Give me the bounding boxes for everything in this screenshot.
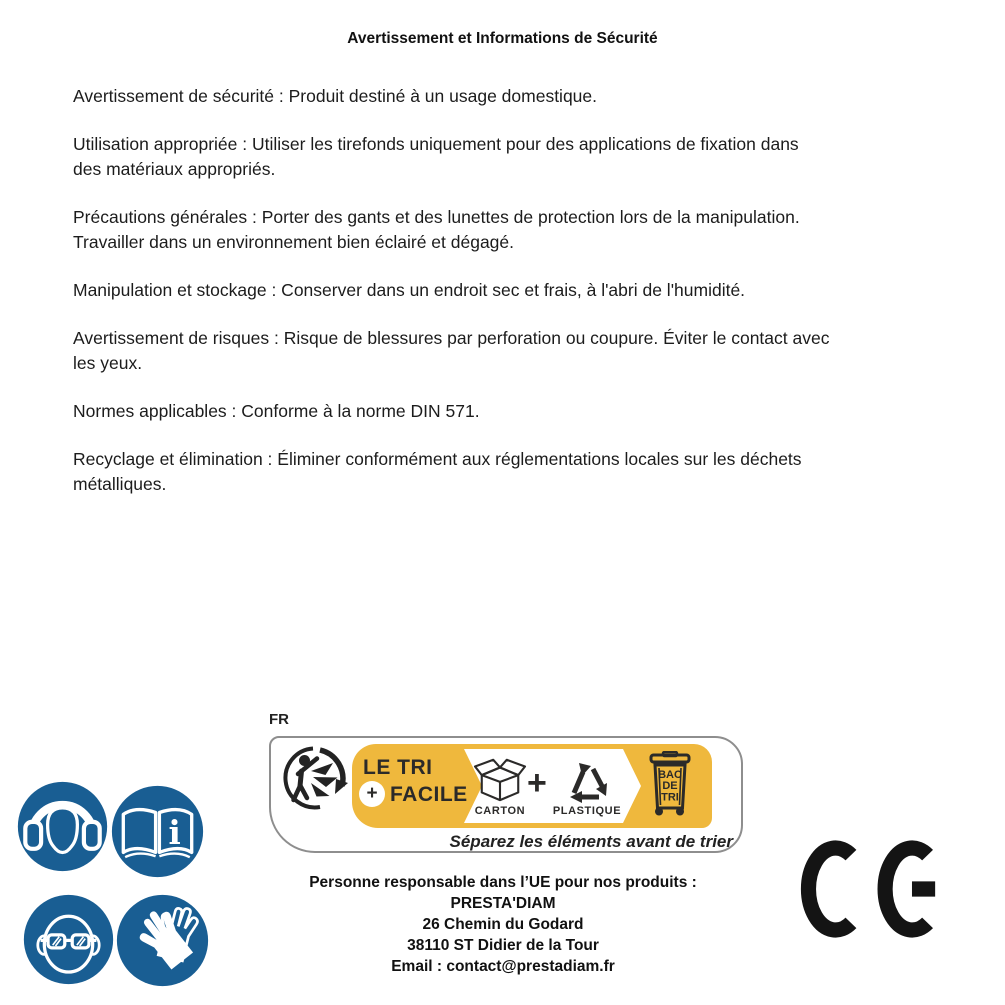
plus-separator: + xyxy=(527,764,547,802)
paragraph-standards xyxy=(73,399,973,424)
read-manual-icon xyxy=(110,784,205,879)
text-line: Avertissement de sécurité : Produit destiné à un usage domestique. xyxy=(73,86,598,106)
sorting-tagline: Séparez les éléments avant de trier xyxy=(449,832,733,851)
headline-facile: FACILE xyxy=(390,783,468,806)
email-line: Email : contact@prestadiam.fr xyxy=(391,958,615,975)
page-title: Avertissement et Informations de Sécurité xyxy=(347,30,658,47)
protective-gloves-icon xyxy=(115,893,210,988)
text-line: Précautions générales : Porter des gants et des lunettes de protection lors de la manipulation. xyxy=(73,207,800,227)
text-line: des matériaux appropriés. xyxy=(73,159,276,179)
text-line: Normes applicables : Conforme à la norme DIN 571. xyxy=(73,401,480,421)
ce-marking-icon xyxy=(796,840,946,938)
text-line: Utilisation appropriée : Utiliser les tirefonds uniquement pour des applications de fixation dans xyxy=(73,134,799,154)
bin-line-1: BAC xyxy=(658,769,682,781)
paragraph-safety-warning xyxy=(73,84,973,109)
carton-box-icon xyxy=(473,755,527,803)
manual-letter: i xyxy=(168,813,181,852)
responsible-person-block xyxy=(270,872,736,977)
country-code-label: FR xyxy=(269,711,289,728)
eye-protection-icon xyxy=(22,893,115,986)
text-line: Avertissement de risques : Risque de blessures par perforation ou coupure. Éviter le contact avec xyxy=(73,328,830,348)
ear-protection-icon xyxy=(16,780,109,873)
paragraph-risk-warning xyxy=(73,326,973,376)
text-line: Manipulation et stockage : Conserver dans un endroit sec et frais, à l'abri de l'humidité. xyxy=(73,280,746,300)
text-line: Travailler dans un environnement bien éclairé et dégagé. xyxy=(73,232,515,252)
text-line: les yeux. xyxy=(73,353,143,373)
company-name: PRESTA'DIAM xyxy=(450,895,556,912)
paragraph-handling-storage xyxy=(73,278,973,303)
paragraph-recycling xyxy=(73,447,973,497)
plastic-recycle-icon xyxy=(563,757,613,803)
plus-circle-icon: + xyxy=(359,781,385,807)
paragraph-appropriate-use xyxy=(73,132,973,182)
address-line-2: 38110 ST Didier de la Tour xyxy=(407,937,599,954)
bin-line-3: TRI xyxy=(661,791,679,804)
text-line: métalliques. xyxy=(73,474,167,494)
bin-line-2: DE xyxy=(662,780,678,792)
carton-label: CARTON xyxy=(474,805,526,817)
triman-icon xyxy=(280,744,348,812)
sorting-bin-icon xyxy=(647,751,693,819)
text-line: Recyclage et élimination : Éliminer conformément aux réglementations locales sur les déchets xyxy=(73,449,802,469)
paragraph-general-precautions xyxy=(73,205,973,255)
address-line-1: 26 Chemin du Godard xyxy=(422,916,584,933)
responsible-line: Personne responsable dans l’UE pour nos produits : xyxy=(309,874,697,891)
headline-le-tri: LE TRI xyxy=(363,756,433,779)
safety-paragraphs xyxy=(73,84,973,520)
plastique-label: PLASTIQUE xyxy=(552,805,622,817)
